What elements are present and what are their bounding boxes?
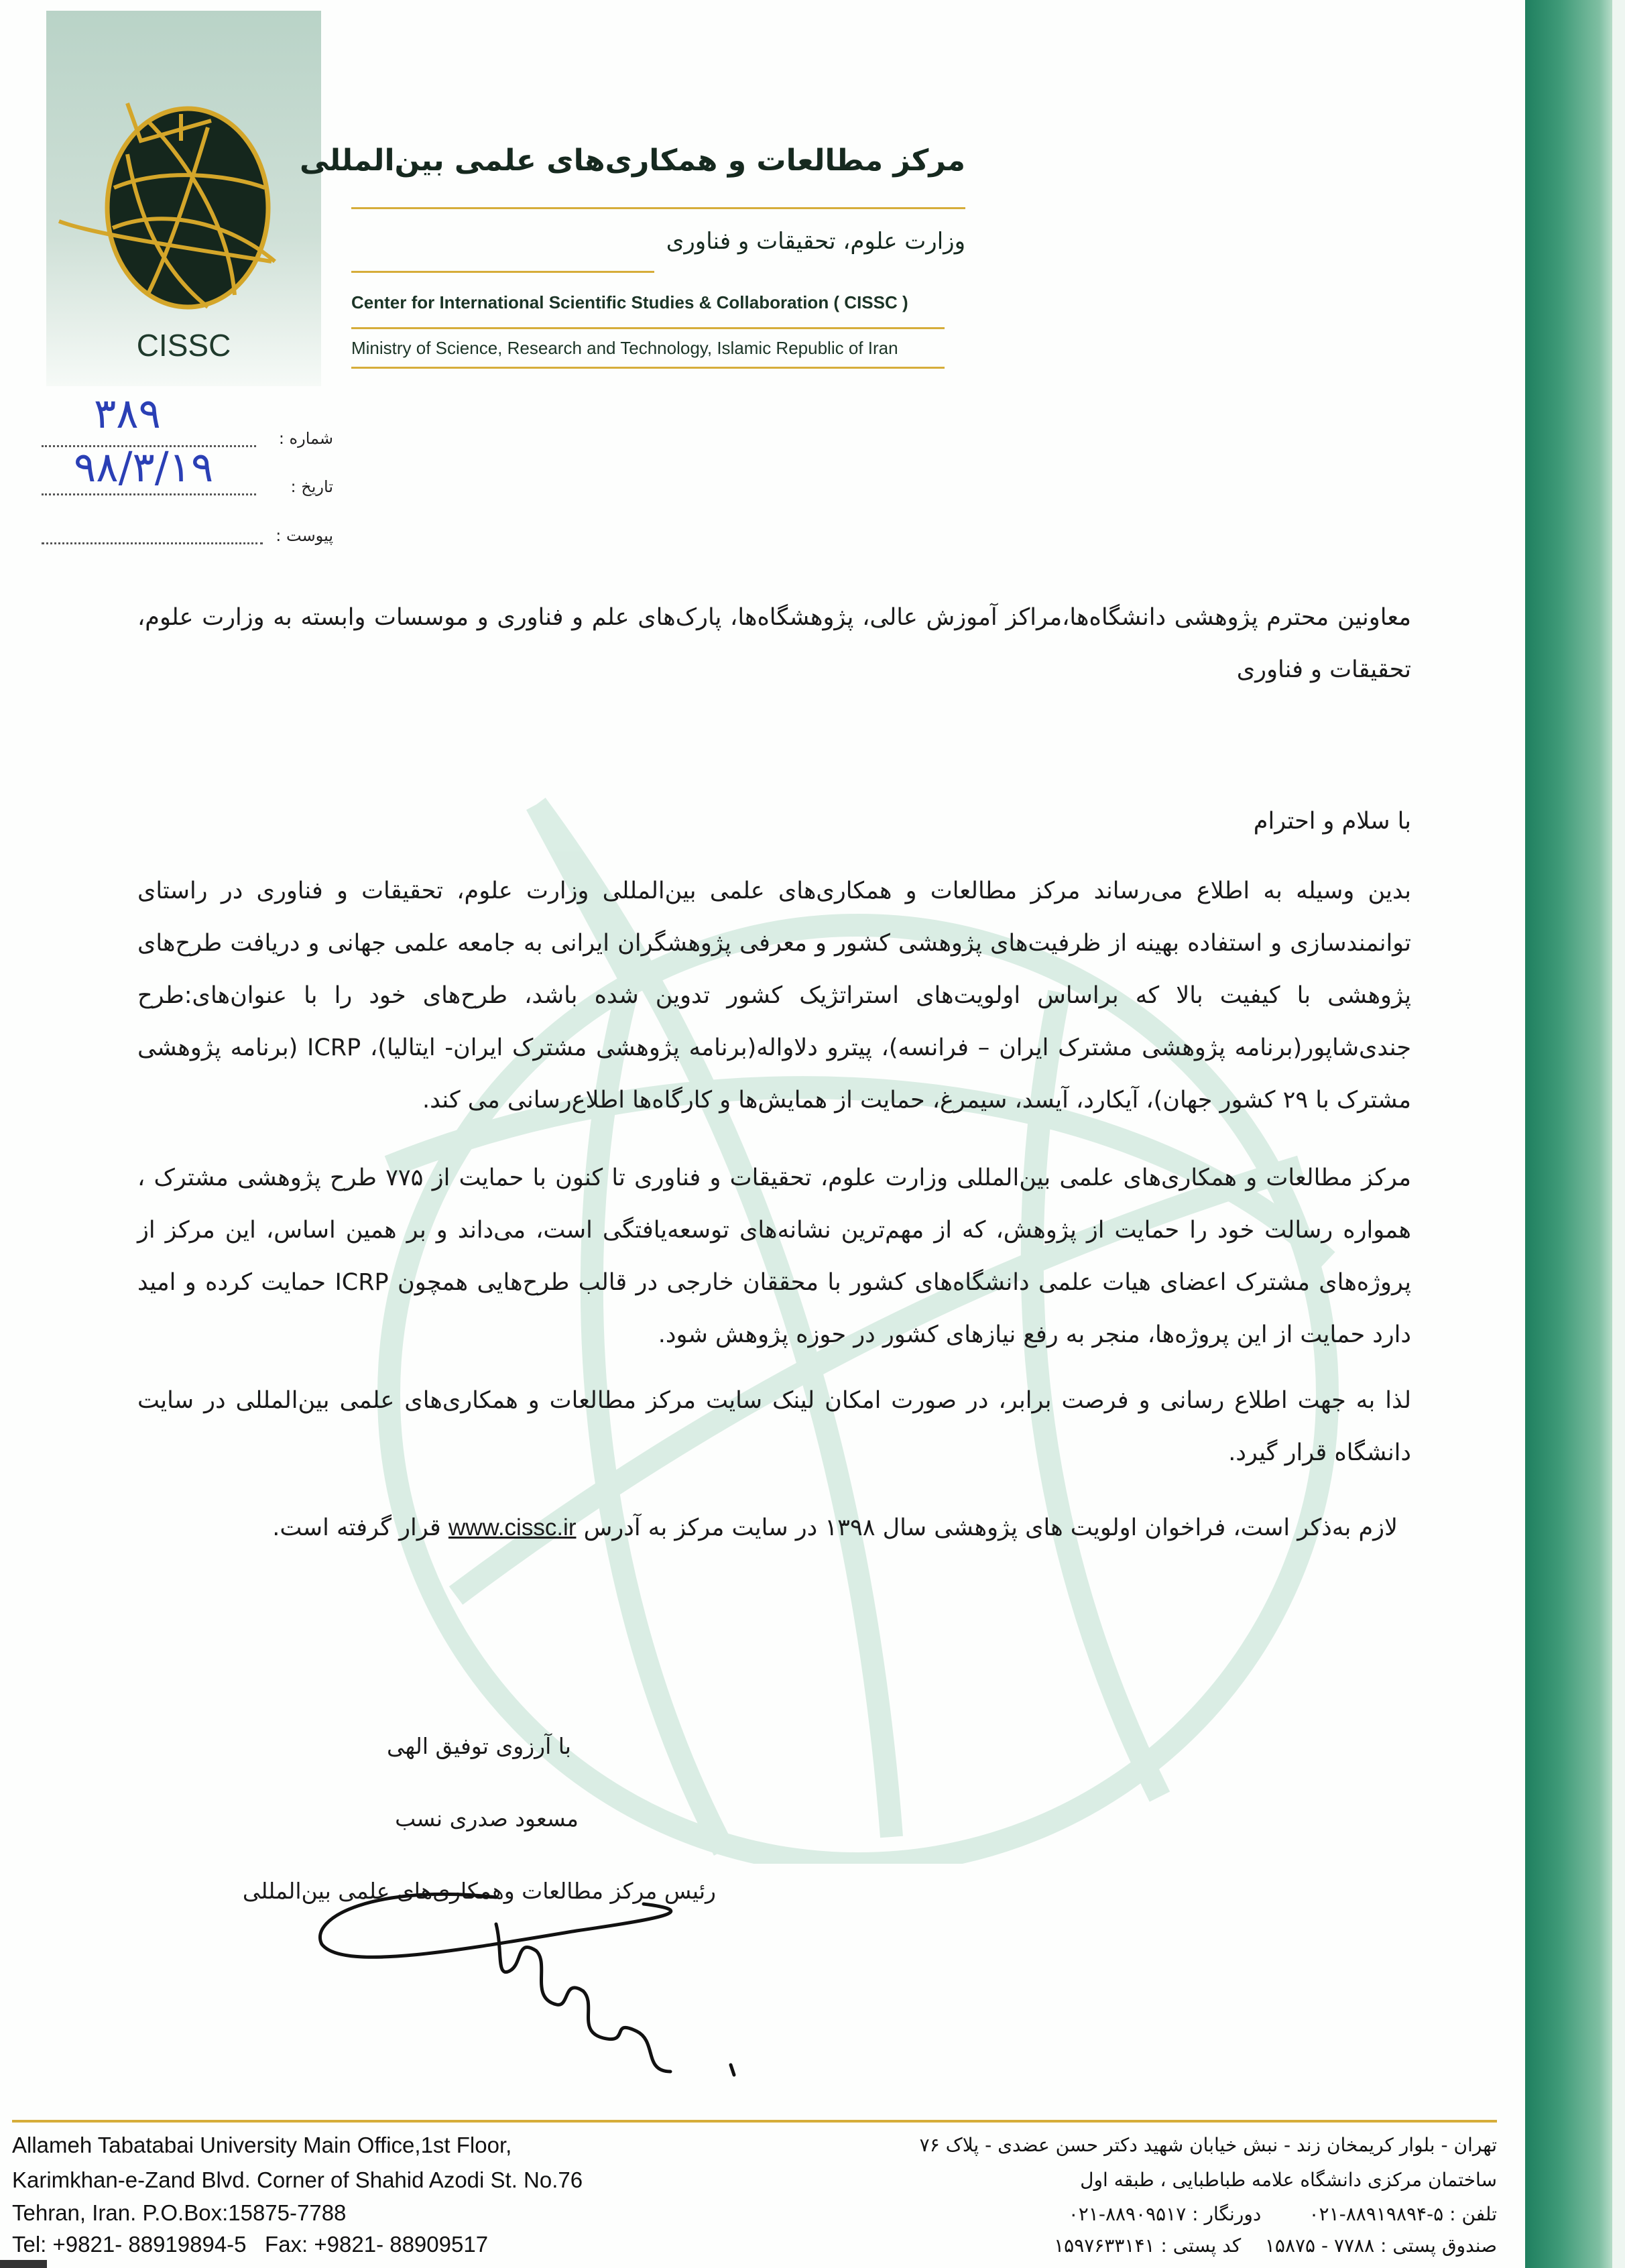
footer-contact-fa: تلفن : ۵-۸۸۹۱۹۸۹۴-۰۲۱ دورنگار : ۸۸۹۰۹۵۱۷-۰۲۱ [1068,2203,1497,2225]
date-label: تاریخ : [290,477,333,496]
paragraph-text: لذا به جهت اطلاع رسانی و فرصت برابر، در صورت امکان لینک سایت مرکز مطالعات و همکاری‌های علمی بین‌المللی در سایت دانشگاه قرار گیرد. [137,1387,1411,1466]
footer-address-en: Karimkhan-e-Zand Blvd. Corner of Shahid Azodi St. No.76 [12,2167,583,2192]
number-label: شماره : [278,429,333,448]
paragraph-2 [137,1152,1411,1361]
cissc-globe-logo [54,94,315,315]
footer-address-fa: تهران - بلوار کریمخان زند - نبش خیابان شهید دکتر حسن عضدی - پلاک ۷۶ [919,2134,1497,2156]
page-edge [1612,0,1625,2268]
signature [295,1870,764,2092]
footer-contact-en: Tel: +9821- 88919894-5 Fax: +9821- 88909517 [12,2232,489,2257]
gold-divider [351,327,945,329]
number-value-handwritten: ۳۸۹ [94,389,161,438]
date-value-handwritten: ۹۸/۳/۱۹ [74,442,214,491]
org-title-en: Center for International Scientific Studies & Collaboration ( CISSC ) [351,292,908,312]
logo-text: CISSC [136,328,231,363]
gold-divider [351,367,945,369]
greeting: با سلام و احترام [1253,808,1411,835]
closing-phrase: با آرزوی توفیق الهی [387,1733,571,1759]
signer-name: مسعود صدری نسب [395,1805,579,1832]
footer-address-en: Allameh Tabatabai University Main Office,1st Floor, [12,2133,512,2157]
footer-address-fa: ساختمان مرکزی دانشگاه علامه طباطبایی ، طبقه اول [1080,2169,1497,2191]
paragraph-text: مرکز مطالعات و همکاری‌های علمی بین‌المللی وزارت علوم، تحقیقات و فناوری تا کنون با حمایت از ۷۷۵ طرح پژوهشی مشترک ، همواره رسالت خود را حمایت از پژوهش، که از مهم‌ترین نشانه‌های توسعه‌یافتگی است، می‌داند و بر همین اساس، این مرکز از پروژه‌های مشترک اعضای هیات علمی دانشگاه‌های کشور با محققان خارجی در قالب طرح‌هایی همچون ICRP حمایت کرده و امید دارد حمایت از این پروژه‌ها، منجر به رفع نیازهای کشور در حوزه پژوهش شود. [137,1165,1411,1348]
decorative-green-stripe [1525,0,1612,2268]
corner-watermark-badge [0,2260,47,2268]
paragraph-text: لازم به‌ذکر است، فراخوان اولویت های پژوهشی سال ۱۳۹۸ در سایت مرکز به آدرس [583,1514,1398,1541]
recipient: معاونین محترم پژوهشی دانشگاه‌ها،مراکز آموزش عالی، پژوهشگاه‌ها، پارک‌های علم و فناوری و موسسات وابسته به وزارت علوم، تحقیقات و فناوری [137,604,1411,683]
ministry-title-fa: وزارت علوم، تحقیقات و فناوری [666,228,965,255]
org-title-fa: مرکز مطالعات و همکاری‌های علمی بین‌المللی [299,143,965,178]
footer-postal-fa: صندوق پستی : ۷۷۸۸ - ۱۵۸۷۵ کد پستی : ۱۵۹۷۶۳۳۱۴۱ [1054,2234,1497,2257]
signer-title: رئیس مرکز مطالعات وهمکاری‌های علمی بین‌المللی [242,1878,716,1904]
date-field-line [42,493,256,495]
footer-address-en: Tehran, Iran. P.O.Box:15875-7788 [12,2200,347,2225]
paragraph-text: بدین وسیله به اطلاع می‌رساند مرکز مطالعات و همکاری‌های علمی بین‌المللی وزارت علوم، تحقیقات و فناوری در راستای توانمندسازی و استفاده بهینه از ظرفیت‌های پژوهشی کشور و معرفی پژوهشگران ایرانی به جامعه علمی جهانی و دریافت طرح‌های پژوهشی با کیفیت بالا که براساس اولویت‌های استراتژیک کشور تدوین شده باشد، طرح‌های خود را با عنوان‌های:طرح جندی‌شاپور(برنامه پژوهشی مشترک ایران – فرانسه)، پیترو دلاواله(برنامه پژوهشی مشترک ایران- ایتالیا)، ICRP (برنامه پژوهشی مشترک با ۲۹ کشور جهان)، آیکارد، آیسد، سیمرغ، حمایت از همایش‌ها و کارگاه‌ها اطلاع‌رسانی می کند. [137,878,1411,1114]
attachment-label: پیوست : [276,526,333,545]
paragraph-text: قرار گرفته است. [272,1514,441,1541]
paragraph-4 [137,1502,1398,1554]
attachment-field-line [42,542,263,544]
paragraph-3 [137,1374,1411,1479]
gold-divider [351,207,965,209]
gold-divider [351,271,654,273]
ministry-title-en: Ministry of Science, Research and Technology, Islamic Republic of Iran [351,338,898,358]
footer-divider [12,2120,1497,2123]
website-link[interactable]: www.cissc.ir [448,1514,577,1541]
paragraph-1 [137,865,1411,1126]
